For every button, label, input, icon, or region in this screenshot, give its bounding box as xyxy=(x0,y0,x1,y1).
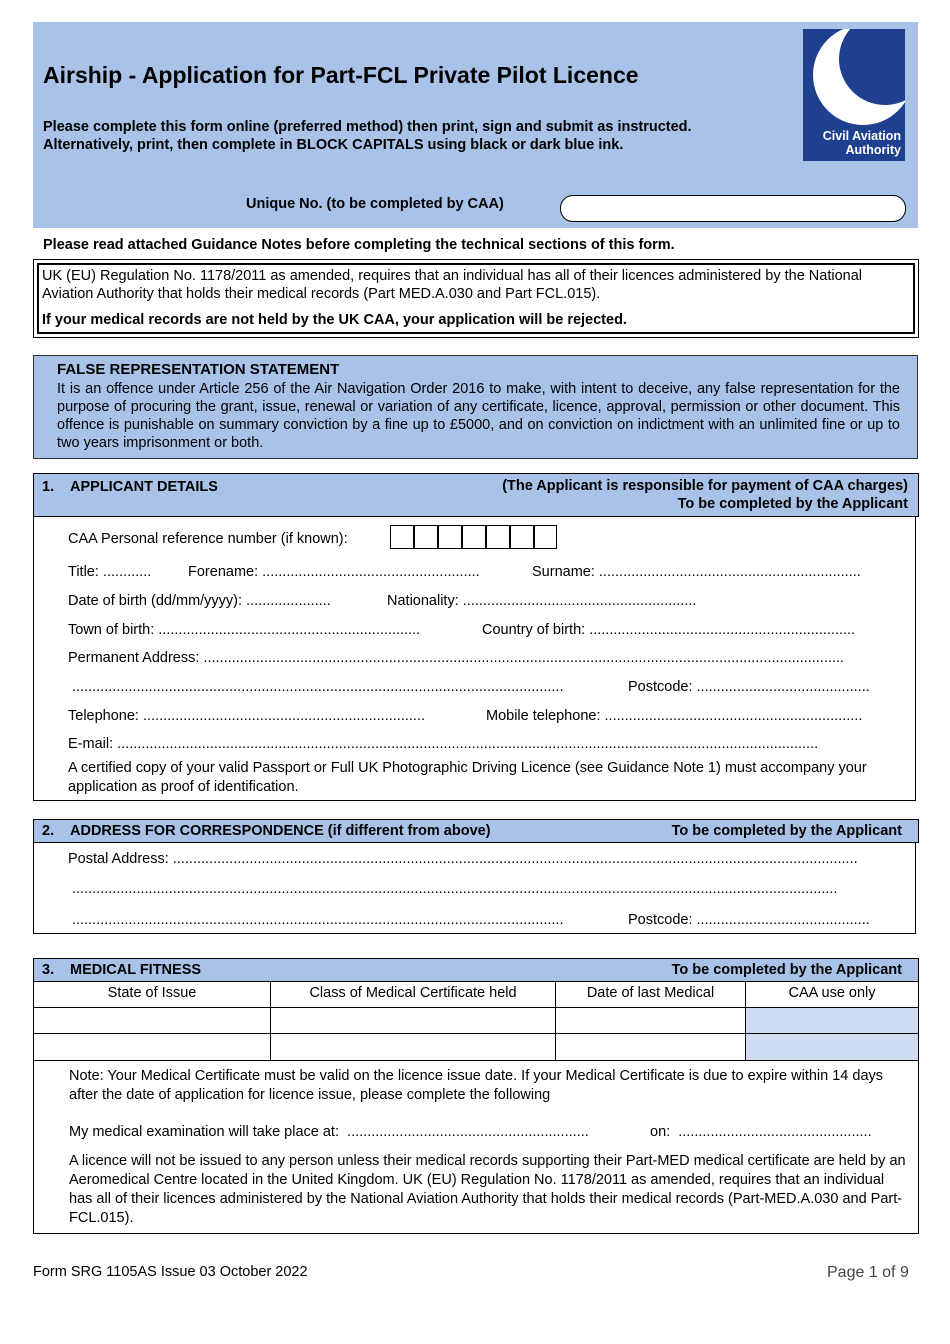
surname-label: Surname: xyxy=(532,564,595,580)
nationality-dots: .......................................................... xyxy=(462,593,697,609)
ref-digit-box[interactable] xyxy=(438,525,462,549)
medical-validity-note: Note: Your Medical Certificate must be valid on the licence issue date. If your Medical Certificate is due to expire within 14 days after the date of application for licence issue, please complete the following xyxy=(69,1068,884,1103)
correspondence-postcode-dots: ........................................... xyxy=(696,912,870,928)
telephone-label: Telephone: xyxy=(68,708,139,724)
correspondence-postcode-field[interactable] xyxy=(628,912,870,928)
section-2-number: 2. xyxy=(42,823,55,839)
form-title: Airship - Application for Part-FCL Private Pilot Licence xyxy=(43,62,639,88)
exam-location-dots: ............................................................ xyxy=(347,1124,589,1140)
telephone-field[interactable] xyxy=(68,708,425,724)
mobile-telephone-field[interactable] xyxy=(486,708,862,724)
state-of-issue-cell[interactable] xyxy=(33,1033,271,1061)
ref-digit-box[interactable] xyxy=(486,525,510,549)
dob-field[interactable] xyxy=(68,593,331,609)
postcode-dots: ........................................... xyxy=(696,679,870,695)
address-line-2-field[interactable]: .......................................................................................................................... xyxy=(72,679,564,695)
caa-use-cell xyxy=(745,1033,919,1061)
false-representation-text: It is an offence under Article 256 of the Air Navigation Order 2016 to make, with intent to deceive, any false representation for the purpose of procuring the grant, issue, renewal or variation of any certificate, licence, approval, permission or other document. This offence is punishable on summary conviction by a fine up to £5000, and on conviction on indictment with an unlimited fine or up to two years imprisonment or both. xyxy=(57,381,900,451)
forename-label: Forename: xyxy=(188,564,259,580)
country-of-birth-field[interactable] xyxy=(482,622,855,638)
permanent-address-field[interactable] xyxy=(68,650,844,666)
forename-field[interactable] xyxy=(188,564,480,580)
page-number: Page 1 of 9 xyxy=(827,1264,909,1281)
address-dots: ............................................................................................................................................................... xyxy=(203,650,844,666)
caa-use-cell xyxy=(745,1007,919,1034)
correspondence-line-3-field[interactable]: .......................................................................................................................... xyxy=(72,912,564,928)
town-label: Town of birth: xyxy=(68,622,155,638)
identification-note: A certified copy of your valid Passport or Full UK Photographic Driving Licence (see Guidance Note 1) must accompany your application as proof of identification. xyxy=(68,760,867,795)
title-label: Title: xyxy=(68,564,99,580)
medical-class-cell[interactable] xyxy=(270,1007,556,1034)
section-1-title: APPLICANT DETAILS xyxy=(70,479,218,495)
town-dots: ................................................................. xyxy=(158,622,421,638)
logo-line-2: Authority xyxy=(845,143,901,157)
licence-medical-note: A licence will not be issued to any person unless their medical records supporting their Part-MED medical certificate are held by an Aeromedical Centre located in the United Kingdom. UK (EU) Regulation No. 1178/2011 as amended, requires that an individual has all of their licences administered by the National Aviation Authority that holds their medical records (Part-MED.A.030 and Part-FCL.015). xyxy=(69,1153,906,1226)
surname-field[interactable] xyxy=(532,564,861,580)
dob-label: Date of birth (dd/mm/yyyy): xyxy=(68,593,243,609)
email-label: E-mail: xyxy=(68,736,114,752)
correspondence-line-2-field[interactable]: .............................................................................................................................................................................................. xyxy=(72,881,838,897)
ref-number-label: CAA Personal reference number (if known): xyxy=(68,531,348,547)
ref-digit-box[interactable] xyxy=(390,525,414,549)
section-3-title: MEDICAL FITNESS xyxy=(70,962,202,978)
correspondence-postcode-label: Postcode: xyxy=(628,912,693,928)
postal-address-field[interactable] xyxy=(68,851,858,867)
mobile-dots: ................................................................ xyxy=(604,708,863,724)
guidance-notice: Please read attached Guidance Notes before completing the technical sections of this form. xyxy=(43,237,675,253)
telephone-dots: ...................................................................... xyxy=(142,708,425,724)
country-dots: .................................................................. xyxy=(589,622,856,638)
false-representation-title: FALSE REPRESENTATION STATEMENT xyxy=(57,361,340,378)
medical-class-cell[interactable] xyxy=(270,1033,556,1061)
ref-digit-box[interactable] xyxy=(462,525,486,549)
medical-exam-location-field[interactable] xyxy=(69,1124,589,1140)
section-1-completed-by: To be completed by the Applicant xyxy=(677,496,908,512)
medical-exam-date-field[interactable] xyxy=(650,1124,872,1140)
postcode-label: Postcode: xyxy=(628,679,693,695)
nationality-field[interactable] xyxy=(387,593,696,609)
exam-date-label: on: xyxy=(650,1124,671,1140)
postal-address-label: Postal Address: xyxy=(68,851,169,867)
state-of-issue-cell[interactable] xyxy=(33,1007,271,1034)
email-field[interactable] xyxy=(68,736,818,752)
forename-dots: ...................................................... xyxy=(262,564,480,580)
column-header-last-medical: Date of last Medical xyxy=(555,981,746,1008)
title-field[interactable] xyxy=(68,564,151,580)
country-label: Country of birth: xyxy=(482,622,586,638)
surname-dots: ................................................................. xyxy=(598,564,861,580)
unique-number-label: Unique No. (to be completed by CAA) xyxy=(246,196,504,212)
email-dots: .............................................................................................................................................................................. xyxy=(117,736,819,752)
caa-logo xyxy=(803,29,905,161)
logo-text xyxy=(807,129,901,157)
section-2-completed-by: To be completed by the Applicant xyxy=(671,823,902,839)
regulation-warning: If your medical records are not held by the UK CAA, your application will be rejected. xyxy=(42,312,627,328)
form-reference: Form SRG 1105AS Issue 03 October 2022 xyxy=(33,1264,308,1280)
section-3-completed-by: To be completed by the Applicant xyxy=(671,962,902,978)
last-medical-date-cell[interactable] xyxy=(555,1007,746,1034)
ref-digit-box[interactable] xyxy=(414,525,438,549)
intro-line-2: Alternatively, print, then complete in BLOCK CAPITALS using black or dark blue ink. xyxy=(43,137,624,153)
logo-line-1: Civil Aviation xyxy=(822,129,901,143)
section-3-number: 3. xyxy=(42,962,55,978)
section-3-header xyxy=(33,958,919,982)
mobile-label: Mobile telephone: xyxy=(486,708,601,724)
column-header-state-of-issue: State of Issue xyxy=(33,981,271,1008)
intro-line-1: Please complete this form online (preferred method) then print, sign and submit as instructed. xyxy=(43,119,692,135)
section-1-header xyxy=(33,473,919,517)
address-label: Permanent Address: xyxy=(68,650,200,666)
column-header-caa-use: CAA use only xyxy=(745,981,919,1008)
exam-location-label: My medical examination will take place at: xyxy=(69,1124,339,1140)
dob-dots: ..................... xyxy=(246,593,331,609)
form-intro xyxy=(43,118,692,154)
ref-digit-box[interactable] xyxy=(534,525,557,549)
section-1-payment-note: (The Applicant is responsible for payment of CAA charges) xyxy=(502,478,908,494)
nationality-label: Nationality: xyxy=(387,593,459,609)
section-2-title: ADDRESS FOR CORRESPONDENCE (if different from above) xyxy=(70,823,491,839)
column-header-medical-class: Class of Medical Certificate held xyxy=(270,981,556,1008)
postal-address-dots: .......................................................................................................................................................................... xyxy=(172,851,858,867)
unique-number-field[interactable] xyxy=(560,195,906,222)
section-1-number: 1. xyxy=(42,479,55,495)
title-dots: ............ xyxy=(102,564,152,580)
exam-date-dots: ................................................ xyxy=(678,1124,872,1140)
last-medical-date-cell[interactable] xyxy=(555,1033,746,1061)
ref-digit-box[interactable] xyxy=(510,525,534,549)
regulation-text: UK (EU) Regulation No. 1178/2011 as amended, requires that an individual has all of their licences administered by the National Aviation Authority that holds their medical records (Part MED.A.030 and Part FCL.015). xyxy=(42,268,862,302)
postcode-field[interactable] xyxy=(628,679,870,695)
town-of-birth-field[interactable] xyxy=(68,622,420,638)
section-2-header xyxy=(33,819,919,843)
